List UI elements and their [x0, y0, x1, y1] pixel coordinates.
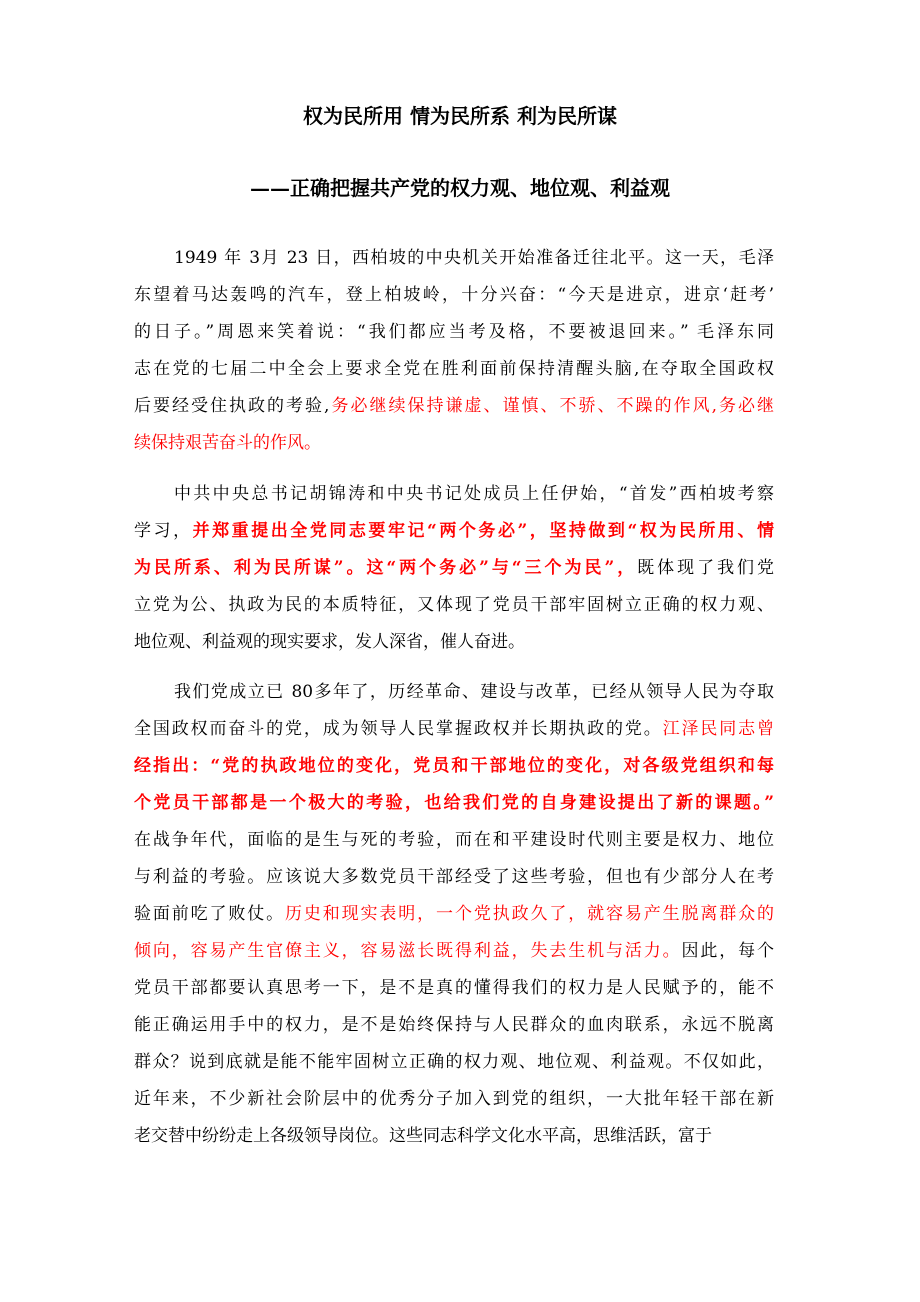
text-line	[134, 425, 774, 462]
text-line	[134, 624, 774, 661]
text-segment: 在战争年代，面临的是生与死的考验，而在和平建设时代则主要是权力、地位	[134, 830, 774, 850]
text-segment: 因此，每个	[681, 941, 774, 961]
text-line	[134, 970, 774, 1007]
text-segment: 中共中央总书记胡锦涛和中央书记处成员上任伊始，“首发”西柏坡考察	[174, 484, 774, 504]
text-line	[134, 674, 774, 711]
text-line	[134, 1007, 774, 1044]
highlighted-text: 倾向，容易产生官僚主义，容易滋长既得利益，失去生机与活力。	[134, 941, 682, 961]
highlighted-text: 个党员干部都是一个极大的考验，也给我们党的自身建设提出了新的课题。”	[134, 793, 774, 813]
text-line	[134, 896, 774, 933]
highlighted-text: 经指出：“党的执政地位的变化，党员和干部地位的变化，对各级党组织和每	[134, 756, 774, 776]
text-segment: 的日子。”周恩来笑着说：“我们都应当考及格，不要被退回来。” 毛泽东同	[134, 322, 774, 342]
text-segment: 后要经受住执政的考验,	[134, 396, 330, 416]
highlighted-text: 续保持艰苦奋斗的作风。	[134, 433, 321, 453]
text-line	[134, 1081, 774, 1118]
highlighted-text: 江泽民同志曾	[662, 719, 775, 739]
text-segment: 既体现了我们党	[637, 558, 775, 578]
text-line	[134, 351, 774, 388]
paragraph	[134, 476, 774, 661]
document-title: 权为民所用 情为民所系 利为民所谋	[303, 104, 617, 128]
text-line	[134, 240, 774, 277]
text-segment: 全国政权而奋斗的党，成为领导人民掌握政权并长期执政的党。	[134, 719, 663, 739]
text-segment: 与利益的考验。应该说大多数党员干部经受了这些考验，但也有少部分人在考	[134, 867, 774, 887]
text-line	[134, 822, 774, 859]
document-subtitle: ——正确把握共产党的权力观、地位观、利益观	[250, 176, 670, 200]
text-segment: 近年来，不少新社会阶层中的优秀分子加入到党的组织，一大批年轻干部在新	[134, 1089, 774, 1109]
text-segment: 党员干部都要认真思考一下，是不是真的懂得我们的权力是人民赋予的，能不	[134, 978, 774, 998]
text-line	[134, 277, 774, 314]
text-line	[134, 476, 774, 513]
text-segment: 志在党的七届二中全会上要求全党在胜利面前保持清醒头脑,在夺取全国政权	[134, 359, 774, 379]
text-line	[134, 711, 774, 748]
text-segment: 1949 年 3月 23 日，西柏坡的中央机关开始准备迁往北平。这一天，毛泽	[174, 248, 774, 268]
highlighted-text: 历史和现实表明，一个党执政久了，就容易产生脱离群众的	[285, 904, 774, 924]
text-line	[134, 1118, 774, 1155]
paragraph	[134, 674, 774, 1155]
text-segment: 地位观、利益观的现实要求，发人深省，催人奋进。	[134, 632, 525, 652]
text-segment: 群众？说到底就是能不能牢固树立正确的权力观、地位观、利益观。不仅如此，	[134, 1052, 774, 1072]
text-line	[134, 314, 774, 351]
highlighted-text: 为民所系、利为民所谋”。这“两个务必”与“三个为民”，	[134, 558, 638, 578]
text-segment: 老交替中纷纷走上各级领导岗位。这些同志科学文化水平高，思维活跃，富于	[134, 1126, 712, 1146]
text-segment: 立党为公、执政为民的本质特征，又体现了党员干部牢固树立正确的权力观、	[134, 595, 774, 615]
text-line	[134, 859, 774, 896]
text-line	[134, 388, 774, 425]
text-line	[134, 550, 774, 587]
text-line	[134, 785, 774, 822]
highlighted-text: 务必继续保持谦虚、谨慎、不骄、不躁的作风,务必继	[329, 396, 775, 416]
text-segment: 我们党成立已 80多年了，历经革命、建设与改革，已经从领导人民为夺取	[174, 682, 774, 702]
text-line	[134, 933, 774, 970]
text-segment: 验面前吃了败仗。	[134, 904, 286, 924]
text-segment: 学习，	[134, 521, 193, 541]
text-line	[134, 1044, 774, 1081]
text-line	[134, 513, 774, 550]
text-segment: 东望着马达轰鸣的汽车，登上柏坡岭，十分兴奋：“今天是进京，进京‘赶考’	[134, 285, 774, 305]
text-line	[134, 587, 774, 624]
paragraph	[134, 240, 774, 462]
text-line	[134, 748, 774, 785]
text-segment: 能正确运用手中的权力，是不是始终保持与人民群众的血肉联系，永远不脱离	[134, 1015, 774, 1035]
highlighted-text: 并郑重提出全党同志要牢记“两个务必”，坚持做到“权为民所用、情	[192, 521, 774, 541]
